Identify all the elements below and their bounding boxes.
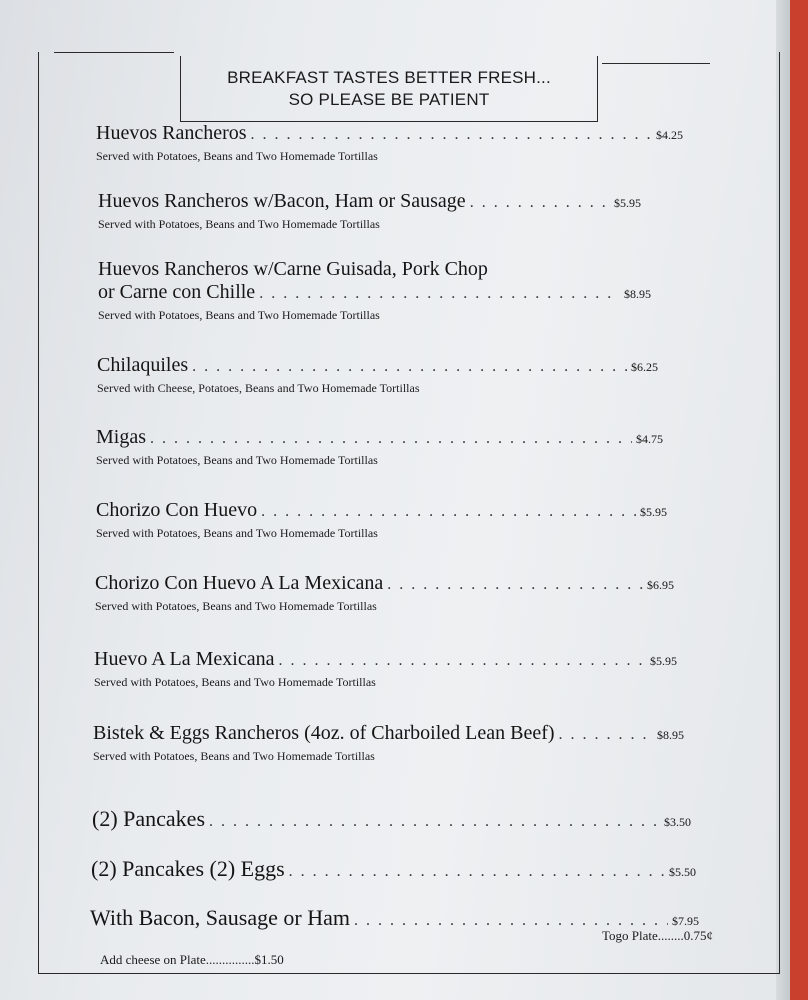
item-description: Served with Potatoes, Beans and Two Homemade Tortillas [95, 599, 377, 613]
dot-leader [279, 652, 647, 670]
dot-leader [259, 285, 620, 303]
menu-item [97, 354, 671, 396]
frame-top-right [602, 63, 710, 64]
dot-leader [559, 726, 653, 744]
item-price: $8.95 [624, 287, 651, 301]
item-name: (2) Pancakes [92, 806, 206, 831]
dot-leader [209, 813, 660, 831]
menu-item [96, 426, 676, 468]
frame-top-left [54, 52, 174, 53]
item-price: $5.50 [669, 865, 696, 879]
item-name: Bistek & Eggs Rancheros (4oz. of Charboiled Lean Beef) [93, 722, 555, 744]
menu-item [98, 258, 664, 323]
header-banner [180, 56, 598, 122]
item-price: $7.95 [672, 914, 699, 928]
item-name-line-1: Huevos Rancheros w/Carne Guisada, Pork Chop [98, 258, 488, 280]
menu-item [96, 122, 696, 164]
item-description: Served with Cheese, Potatoes, Beans and Two Homemade Tortillas [97, 381, 420, 395]
menu-item [94, 648, 690, 690]
dot-leader [192, 358, 627, 376]
item-price: $5.95 [650, 654, 677, 668]
dot-leader [289, 863, 665, 881]
menu-item [93, 722, 697, 764]
item-price: $6.95 [647, 578, 674, 592]
item-name: Chorizo Con Huevo [96, 499, 258, 521]
item-description: Served with Potatoes, Beans and Two Homemade Tortillas [96, 149, 378, 163]
header-line-2: SO PLEASE BE PATIENT [288, 89, 490, 109]
item-description: Served with Potatoes, Beans and Two Homemade Tortillas [94, 675, 376, 689]
item-name: Huevo A La Mexicana [94, 648, 275, 670]
item-price: $4.75 [636, 432, 663, 446]
togo-plate-note: Togo Plate........0.75¢ [602, 928, 714, 943]
item-name: or Carne con Chille [98, 281, 256, 303]
item-name: Chilaquiles [97, 354, 189, 376]
item-price: $4.25 [656, 128, 683, 142]
item-description: Served with Potatoes, Beans and Two Homemade Tortillas [98, 308, 380, 322]
item-price: $8.95 [657, 728, 684, 742]
dot-leader [470, 194, 610, 212]
dot-leader [387, 576, 643, 594]
item-name: Huevos Rancheros [96, 122, 247, 144]
menu-item [98, 190, 654, 232]
add-cheese-note: Add cheese on Plate...............$1.50 [100, 952, 284, 967]
dot-leader [150, 430, 632, 448]
dot-leader [251, 126, 652, 144]
item-name: Chorizo Con Huevo A La Mexicana [95, 572, 384, 594]
header-line-1: BREAKFAST TASTES BETTER FRESH... [227, 67, 551, 87]
item-description: Served with Potatoes, Beans and Two Homemade Tortillas [96, 526, 378, 540]
item-description: Served with Potatoes, Beans and Two Homemade Tortillas [96, 453, 378, 467]
item-name: With Bacon, Sausage or Ham [90, 905, 350, 930]
menu-item [92, 806, 704, 832]
menu-item [96, 499, 680, 541]
item-description: Served with Potatoes, Beans and Two Homemade Tortillas [93, 749, 375, 763]
item-description: Served with Potatoes, Beans and Two Homemade Tortillas [98, 217, 380, 231]
item-price: $5.95 [614, 196, 641, 210]
item-price: $3.50 [664, 815, 691, 829]
menu-item [95, 572, 687, 614]
item-name: Huevos Rancheros w/Bacon, Ham or Sausage [98, 190, 466, 212]
item-name: (2) Pancakes (2) Eggs [91, 856, 285, 881]
item-price: $6.25 [631, 360, 658, 374]
menu-item [91, 856, 709, 882]
item-price: $5.95 [640, 505, 667, 519]
dot-leader [261, 503, 636, 521]
item-name: Migas [96, 426, 146, 448]
